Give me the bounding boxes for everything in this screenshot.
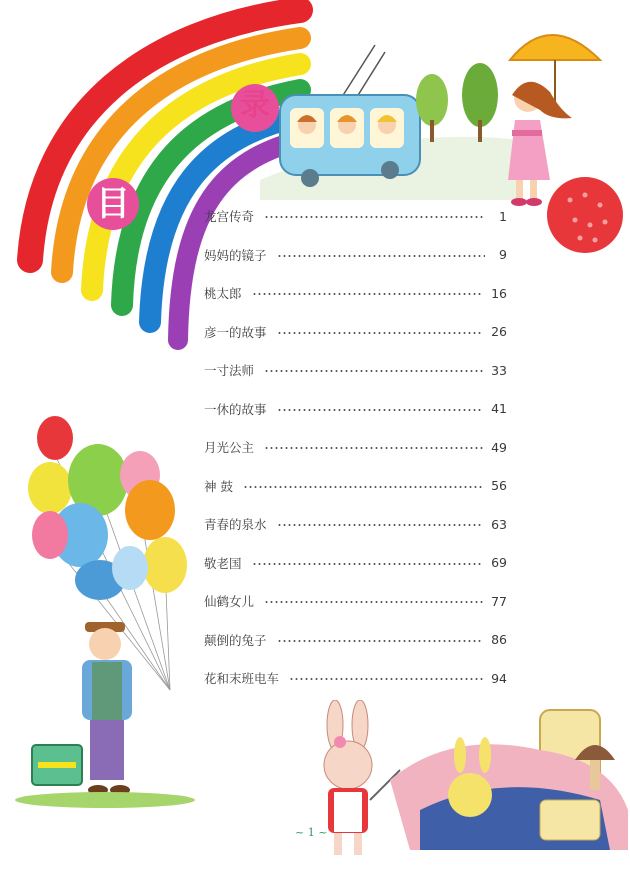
toc-entry-page: 63 [491,516,507,532]
toc-leader-dots [264,216,485,218]
toc-entry-title: 仙鹤女儿 [204,594,255,609]
toc-entry-title: 神 鼓 [204,478,233,494]
toc-entry[interactable] [204,205,507,227]
toc-entry-title: 月光公主 [204,440,255,455]
toc-leader-dots [243,486,483,488]
toc-entry[interactable] [204,282,507,304]
toc-leader-dots [277,255,485,257]
toc-entry-page: 26 [491,324,507,339]
toc-entry-title: 一寸法师 [204,363,255,378]
toc-entry-page: 1 [499,208,507,224]
toc-entry-title: 彦一的故事 [204,324,267,340]
toc-entry-title: 一休的故事 [204,401,267,417]
toc-entry-title: 花和末班电车 [204,671,280,686]
toc-entry-page: 41 [491,401,507,416]
toc-leader-dots [264,370,483,372]
toc-leader-dots [252,293,484,295]
toc-leader-dots [264,601,483,603]
toc-leader-dots [277,332,484,334]
toc-entry[interactable] [204,513,507,535]
balloon-man-illustration [10,400,200,810]
toc-entry-title: 敬老国 [204,555,242,571]
toc-entry-page: 16 [491,285,507,301]
girl-with-umbrella-illustration [490,10,625,255]
toc-entry[interactable] [204,590,507,612]
toc-entry-page: 77 [491,593,507,609]
toc-entry-title: 妈妈的镜子 [204,247,267,263]
toc-entry[interactable] [204,321,507,343]
toc-entry-page: 49 [491,439,507,455]
sleeping-animals-illustration [390,700,628,875]
toc-leader-dots [264,447,483,449]
toc-entry[interactable] [204,436,507,458]
toc-leader-dots [252,563,484,565]
toc-leader-dots [277,409,484,411]
toc-entry[interactable] [204,667,507,689]
toc-entry[interactable] [204,629,507,651]
toc-entry-page: 86 [491,632,507,647]
toc-leader-dots [277,524,484,526]
toc-entry[interactable] [204,244,507,266]
toc-entry-title: 青春的泉水 [204,517,267,532]
trolley-bus-illustration [260,30,520,200]
toc-entry-title: 颠倒的兔子 [204,632,267,648]
toc-entry-title: 龙宫传奇 [204,209,255,224]
toc-entry[interactable] [204,359,507,381]
heading-char-mu: 目 [96,184,130,224]
toc-entry-title: 桃太郎 [204,286,242,301]
toc-entry-page: 33 [491,362,507,378]
toc-leader-dots [277,640,484,642]
toc-leader-dots [289,678,483,680]
toc-entry-page: 9 [499,247,507,262]
toc-entry[interactable] [204,552,507,574]
toc-entry-page: 69 [491,555,507,570]
toc-entry[interactable] [204,398,507,420]
page-number: ~ 1 ~ [295,826,328,839]
toc-entry-page: 56 [491,478,507,493]
toc-entry-page: 94 [491,670,507,686]
toc-entry[interactable] [204,475,507,497]
heading-char-lu: 录 [240,88,270,123]
